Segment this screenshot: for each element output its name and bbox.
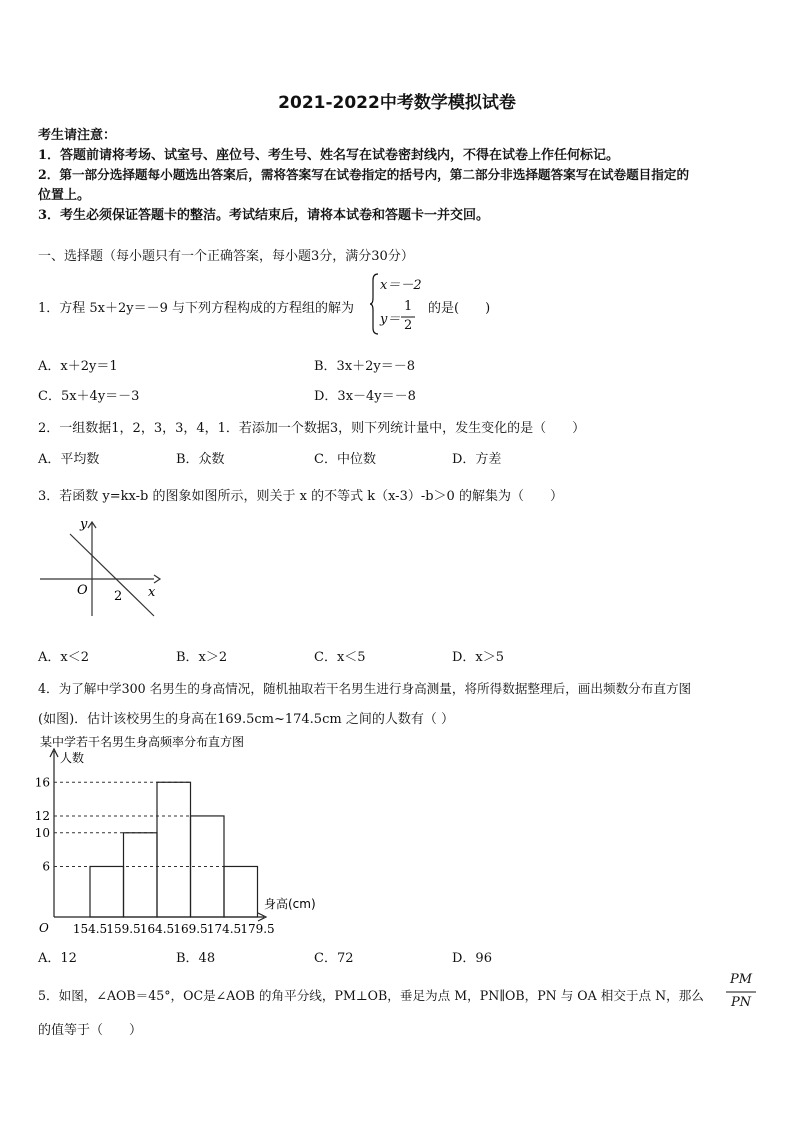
page-title: 2021-2022中考数学模拟试卷 (278, 93, 516, 113)
x-tick-label: 159.5 (106, 922, 141, 936)
q5-stem-line-1: 5．如图，∠AOB＝45°，OC是∠AOB 的角平分线，PM⊥OB，垂足为点 M，PN∥OB，PN 与 OA 相交于点 N，那么 (38, 988, 704, 1003)
q4-option-d[interactable]: D．96 (452, 951, 492, 966)
x-tick-label: 154.5 (72, 922, 108, 936)
x-intercept-label: 2 (114, 589, 123, 604)
q2-option-c[interactable]: C．中位数 (314, 452, 376, 467)
x-tick-label: 174.5 (206, 922, 242, 936)
q3-option-c[interactable]: C．x＜5 (314, 650, 366, 665)
q4-stem-line-2: (如图)．估计该校男生的身高在169.5cm~174.5cm 之间的人数有（ ） (38, 712, 454, 727)
q1-equation-system (370, 272, 430, 336)
q1-frac-num: 1 (404, 299, 413, 314)
q1-system-x: x＝－2 (380, 278, 422, 293)
q4-option-b[interactable]: B．48 (176, 951, 216, 966)
q5-stem-line-2: 的值等于（ ） (38, 1023, 143, 1038)
notice-line-2a: 2．第一部分选择题每小题选出答案后，需将答案写在试卷指定的括号内，第二部分非选择题答案写在试卷题目指定的 (38, 167, 690, 182)
chart-x-label: 身高(cm) (264, 897, 316, 911)
notice-line-3: 3．考生必须保证答题卡的整洁。考试结束后，请将本试卷和答题卡一并交回。 (38, 208, 490, 223)
q4-option-a[interactable]: A．12 (38, 951, 77, 966)
origin-label: O (77, 583, 88, 598)
q1-system-y: y＝ (380, 312, 401, 327)
q3-option-d[interactable]: D．x＞5 (452, 650, 505, 665)
q1-stem-prefix: 1．方程 5x＋2y＝－9 与下列方程构成的方程组的解为 (38, 301, 355, 316)
chart-y-label: 人数 (60, 751, 85, 765)
q5-frac-num: PM (729, 972, 753, 987)
q2-option-b[interactable]: B．众数 (176, 452, 225, 467)
x-tick-label: 164.5 (139, 922, 175, 936)
q1-option-b[interactable]: B．3x＋2y＝－8 (314, 359, 416, 374)
q4-option-c[interactable]: C．72 (314, 951, 354, 966)
x-axis-arrow-icon (154, 575, 160, 583)
fraction-bar (726, 991, 756, 993)
y-axis-label: y (80, 517, 88, 532)
q2-stem: 2．一组数据1，2，3，3，4，1．若添加一个数据3，则下列统计量中，发生变化的是（ ） (38, 421, 586, 436)
q4-stem-line-1: 4．为了解中学300 名男生的身高情况，随机抽取若干名男生进行身高测量，将所得数据整理后，画出频数分布直方图 (38, 681, 692, 696)
section-heading: 一、选择题（每小题只有一个正确答案，每小题3分，满分30分） (38, 249, 414, 264)
q2-option-d[interactable]: D．方差 (452, 452, 502, 467)
q1-option-c[interactable]: C．5x＋4y＝－3 (38, 389, 140, 404)
x-tick-label: 169.5 (173, 922, 208, 936)
q1-frac-den: 2 (404, 318, 413, 333)
chart-origin-label: O (39, 921, 49, 935)
y-tick-label: 6 (42, 859, 50, 874)
function-line (70, 534, 154, 616)
q3-stem: 3．若函数 y=kx-b 的图象如图所示，则关于 x 的不等式 k（x-3）-b＞0 的解集为（ ） (38, 489, 563, 504)
q2-option-a[interactable]: A．平均数 (38, 452, 100, 467)
notice-heading: 考生请注意： (38, 128, 117, 143)
q3-option-a[interactable]: A．x＜2 (38, 650, 89, 665)
histogram-bar (157, 782, 191, 917)
q5-frac-den: PN (730, 995, 752, 1010)
histogram-bar (124, 833, 158, 917)
histogram-bar (90, 866, 124, 917)
y-tick-label: 10 (34, 825, 50, 840)
q1-stem-suffix: 的是( ) (428, 301, 491, 316)
q3-option-b[interactable]: B．x＞2 (176, 650, 228, 665)
q4-histogram (30, 730, 360, 940)
q3-line-graph (34, 512, 164, 622)
notice-line-1: 1．答题前请将考场、试室号、座位号、考生号、姓名写在试卷密封线内，不得在试卷上作任何标记。 (38, 148, 620, 163)
notice-line-2b: 位置上。 (38, 188, 91, 203)
q1-option-d[interactable]: D．3x－4y＝－8 (314, 389, 416, 404)
q1-option-a[interactable]: A．x＋2y＝1 (38, 359, 118, 374)
x-axis-label: x (148, 585, 156, 600)
y-tick-label: 16 (34, 775, 50, 790)
chart-title: 某中学若干名男生身高频率分布直方图 (40, 735, 245, 749)
x-tick-label: 179.5 (240, 922, 275, 936)
histogram-bar (224, 866, 258, 917)
y-tick-label: 12 (34, 808, 50, 823)
